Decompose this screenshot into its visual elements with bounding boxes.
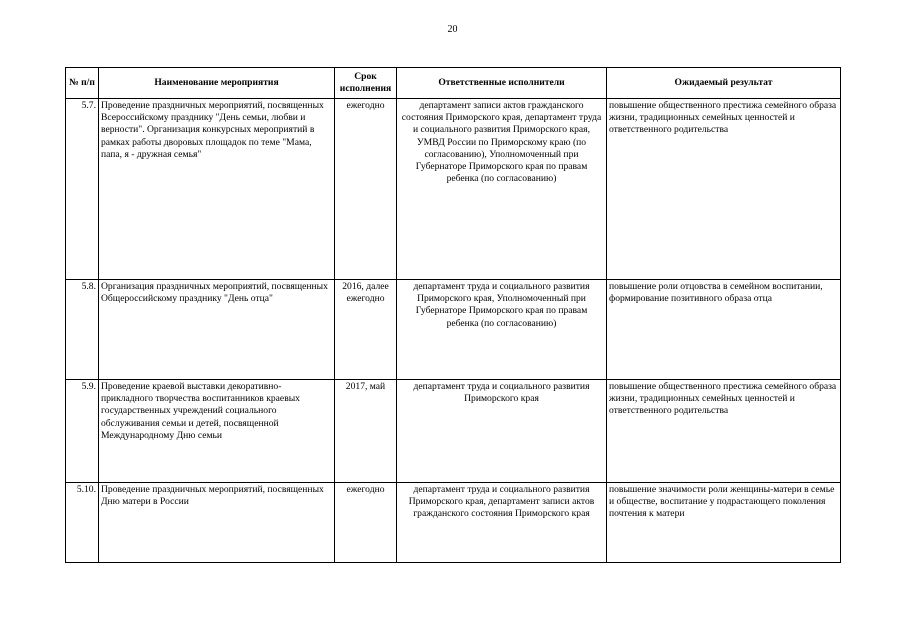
table-row xyxy=(66,99,841,280)
row-name: Проведение праздничных мероприятий, посвященных Всероссийскому празднику "День семьи, любви и верности". Организация конкурсных мероприятий в рамках работы дворовых площадок по теме "Мама, папа, я - дружная семья" xyxy=(99,99,335,280)
row-responsible: департамент труда и социального развития Приморского края xyxy=(397,380,607,483)
table-row xyxy=(66,380,841,483)
row-num: 5.10. xyxy=(66,483,99,563)
row-num: 5.9. xyxy=(66,380,99,483)
row-term: ежегодно xyxy=(335,483,397,563)
table-row xyxy=(66,280,841,380)
row-term: 2017, май xyxy=(335,380,397,483)
header-num: № п/п xyxy=(66,68,99,99)
header-result: Ожидаемый результат xyxy=(607,68,841,99)
row-num: 5.8. xyxy=(66,280,99,380)
table-row xyxy=(66,483,841,563)
row-result: повышение общественного престижа семейного образа жизни, традиционных семейных ценностей и ответственного родительства xyxy=(607,380,841,483)
row-term: 2016, далее ежегодно xyxy=(335,280,397,380)
row-term: ежегодно xyxy=(335,99,397,280)
row-result: повышение значимости роли женщины-матери в семье и обществе, воспитание у подрастающего поколения почтения к матери xyxy=(607,483,841,563)
header-responsible: Ответственные исполнители xyxy=(397,68,607,99)
row-name: Организация праздничных мероприятий, посвященных Общероссийскому празднику "День отца" xyxy=(99,280,335,380)
row-num: 5.7. xyxy=(66,99,99,280)
row-responsible: департамент записи актов гражданского состояния Приморского края, департамент труда и социального развития Приморского края, УМВД России по Приморскому краю (по согласованию), Уполномоченный при Губернаторе Приморского края по правам ребенка (по согласованию) xyxy=(397,99,607,280)
table-header-row xyxy=(66,68,841,99)
row-result: повышение общественного престижа семейного образа жизни, традиционных семейных ценностей и ответственного родительства xyxy=(607,99,841,280)
row-result: повышение роли отцовства в семейном воспитании, формирование позитивного образа отца xyxy=(607,280,841,380)
header-name: Наименование мероприятия xyxy=(99,68,335,99)
row-name: Проведение краевой выставки декоративно-прикладного творчества воспитанников краевых государственных учреждений социального обслуживания семьи и детей, посвященной Международному Дню семьи xyxy=(99,380,335,483)
header-term: Срок исполнения xyxy=(335,68,397,99)
row-responsible: департамент труда и социального развития Приморского края, Уполномоченный при Губернаторе Приморского края по правам ребенка (по согласованию) xyxy=(397,280,607,380)
events-table xyxy=(65,67,841,563)
row-responsible: департамент труда и социального развития Приморского края, департамент записи актов гражданского состояния Приморского края xyxy=(397,483,607,563)
page-number: 20 xyxy=(447,24,458,35)
row-name: Проведение праздничных мероприятий, посвященных Дню матери в России xyxy=(99,483,335,563)
